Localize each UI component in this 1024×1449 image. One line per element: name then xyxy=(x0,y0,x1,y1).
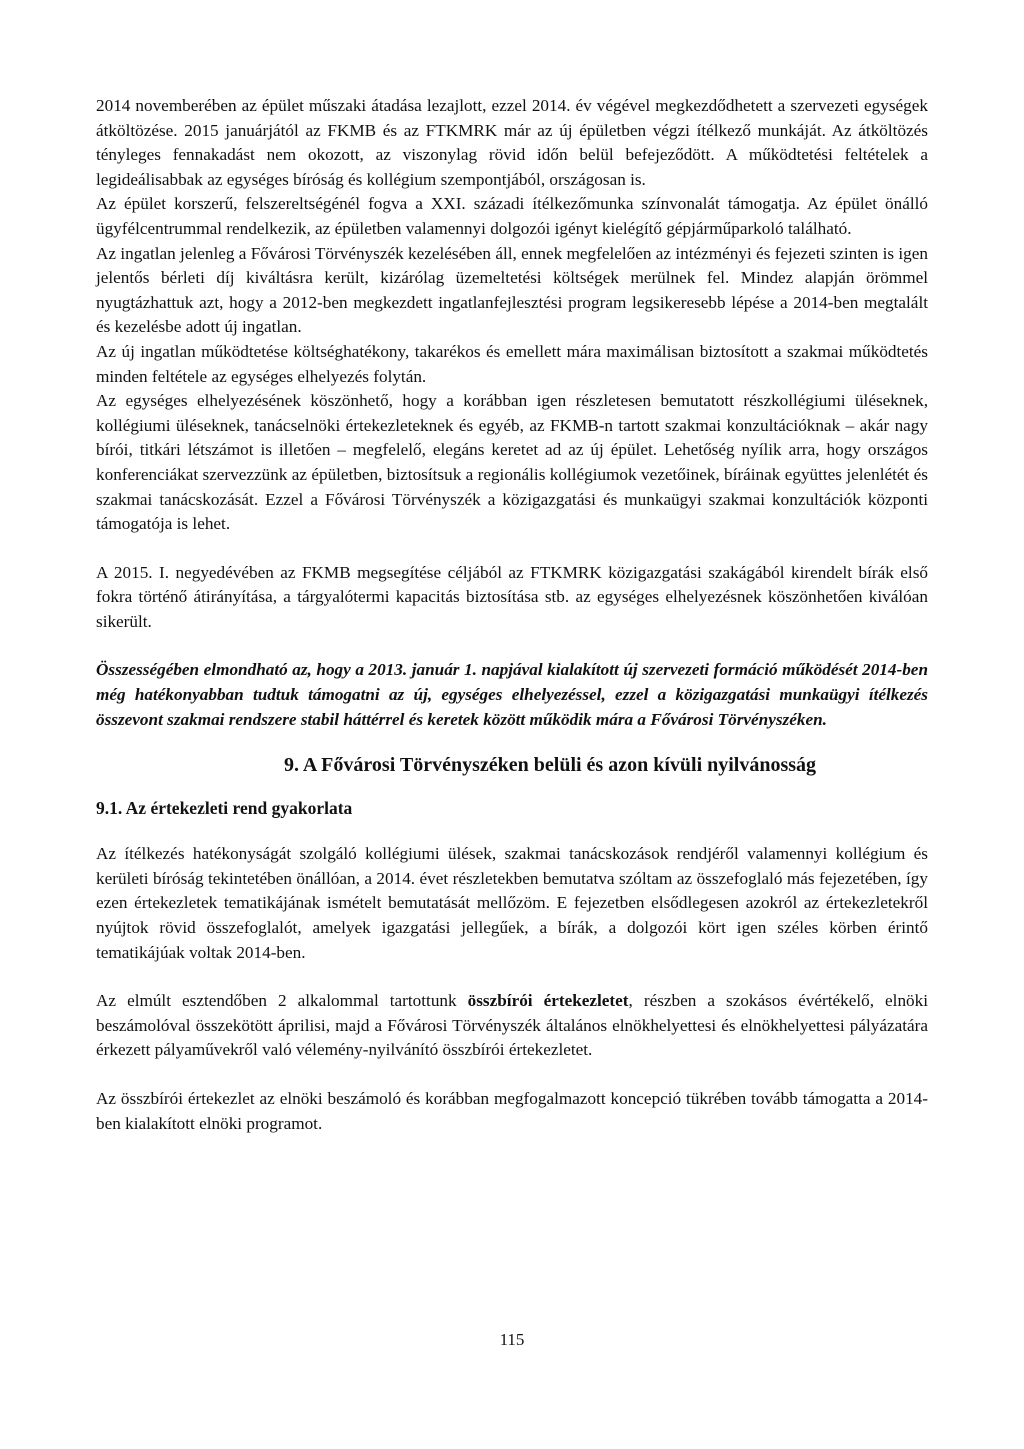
page-content xyxy=(96,94,928,1136)
paragraph xyxy=(96,989,928,1063)
text-run: Az elmúlt esztendőben 2 alkalommal tartottunk xyxy=(96,991,468,1011)
spacer xyxy=(96,778,928,796)
spacer xyxy=(96,537,928,561)
paragraph: Az ítélkezés hatékonyságát szolgáló kollégiumi ülések, szakmai tanácskozások rendjéről valamennyi kollégium és kerületi bíróság tekintetében önállóan, a 2014. évet részletekben bemutatva szóltam az összefoglaló más fejezetében, így ezen értekezletek tematikájának ismételt bemutatását mellőzöm. E fejezetben elsődlegesen azokról az értekezletekről nyújtok rövid összefoglalót, amelyek igazgatási jellegűek, a bírák, a dolgozói kört igen széles körben érintő tematikájúak voltak 2014-ben. xyxy=(96,844,928,962)
text-run: , részben a szokásos évértékelő, elnöki beszámolóval összekötött áprilisi, majd a Fővárosi Törvényszék általános elnökhelyettesi és elnökhelyettesi pályázatára érkezett pályaművekről való vélemény-nyilvánító összbírói értekezletet. xyxy=(96,991,929,1060)
paragraph: Az épület korszerű, felszereltségénél fogva a XXI. századi ítélkezőmunka színvonalát támogatja. Az épület önálló ügyfélcentrummal rendelkezik, az épületben valamennyi dolgozói igényt kielégítő gépjárműparkoló található. xyxy=(96,194,928,238)
summary-paragraph: Összességében elmondható az, hogy a 2013. január 1. napjával kialakított új szervezeti formáció működését 2014-ben még hatékonyabban tudtuk támogatni az új, egységes elhelyezéssel, ezzel a közigazgatási munkaügyi ítélkezés összevont szakmai rendszere stabil háttérrel és keretek között működik mára a Fővárosi Törvényszéken. xyxy=(96,660,928,729)
spacer xyxy=(96,820,928,842)
spacer xyxy=(96,732,928,752)
paragraph: Az egységes elhelyezésének köszönhető, hogy a korábban igen részletesen bemutatott részkollégiumi üléseknek, kollégiumi üléseknek, tanácselnöki értekezleteknek és egyéb, az FKMB-n tartott szakmai konzultációknak – akár nagy bírói, titkári létszámot is illetően – megfelelő, elegáns keretet ad az új épület. Lehetőség nyílik arra, hogy országos konferenciákat szervezzünk az épületben, biztosítsuk a regionális kollégiumok vezetőinek, bíráinak együttes jelenlétét és szakmai tanácskozását. Ezzel a Fővárosi Törvényszék a közigazgatási és munkaügyi szakmai konzultációk központi támogatója is lehet. xyxy=(96,391,928,534)
paragraph: 2014 novemberében az épület műszaki átadása lezajlott, ezzel 2014. év végével megkezdődhetett a szervezeti egységek átköltözése. 2015 januárjától az FKMB és az FTKMRK már az új épületben végzi ítélkező munkáját. Az átköltözés tényleges fennakadást nem okozott, az viszonylag rövid időn belül befejeződött. A működtetési feltételek a legideálisabbak az egységes bíróság és kollégium szempontjából, országosan is. xyxy=(96,96,928,189)
spacer xyxy=(96,965,928,989)
paragraph: Az összbírói értekezlet az elnöki beszámoló és korábban megfogalmazott koncepció tükrében tovább támogatta a 2014-ben kialakított elnöki programot. xyxy=(96,1089,928,1133)
page-number: 115 xyxy=(499,1330,525,1349)
paragraph: Az ingatlan jelenleg a Fővárosi Törvényszék kezelésében áll, ennek megfelelően az intézményi és fejezeti szinten is igen jelentős bérleti díj kiváltásra került, kizárólag üzemeltetési költségek merülnek fel. Mindez alapján örömmel nyugtázhattuk azt, hogy a 2012-ben megkezdett ingatlanfejlesztési program legsikeresebb lépése a 2014-ben megtalált és kezelésbe adott új ingatlan. xyxy=(96,243,928,337)
section-heading: 9.1. Az értekezleti rend gyakorlata xyxy=(96,798,353,819)
paragraph: Az új ingatlan működtetése költséghatékony, takarékos és emellett mára maximálisan biztosított a szakmai működtetés minden feltétele az egységes elhelyezés folytán. xyxy=(96,341,928,386)
spacer xyxy=(96,634,928,658)
paragraph: A 2015. I. negyedévében az FKMB megsegítése céljából az FTKMRK közigazgatási szakágából kirendelt bírák első fokra történő átirányítása, a tárgyalótermi kapacitás biztosítása stb. az egységes elhelyezésnek köszönhetően kiválóan sikerült. xyxy=(96,562,928,631)
chapter-heading: 9. A Fővárosi Törvényszéken belüli és azon kívüli nyilvánosság xyxy=(283,754,817,777)
spacer xyxy=(96,1063,928,1087)
bold-term: összbírói értekezletet xyxy=(467,991,629,1011)
